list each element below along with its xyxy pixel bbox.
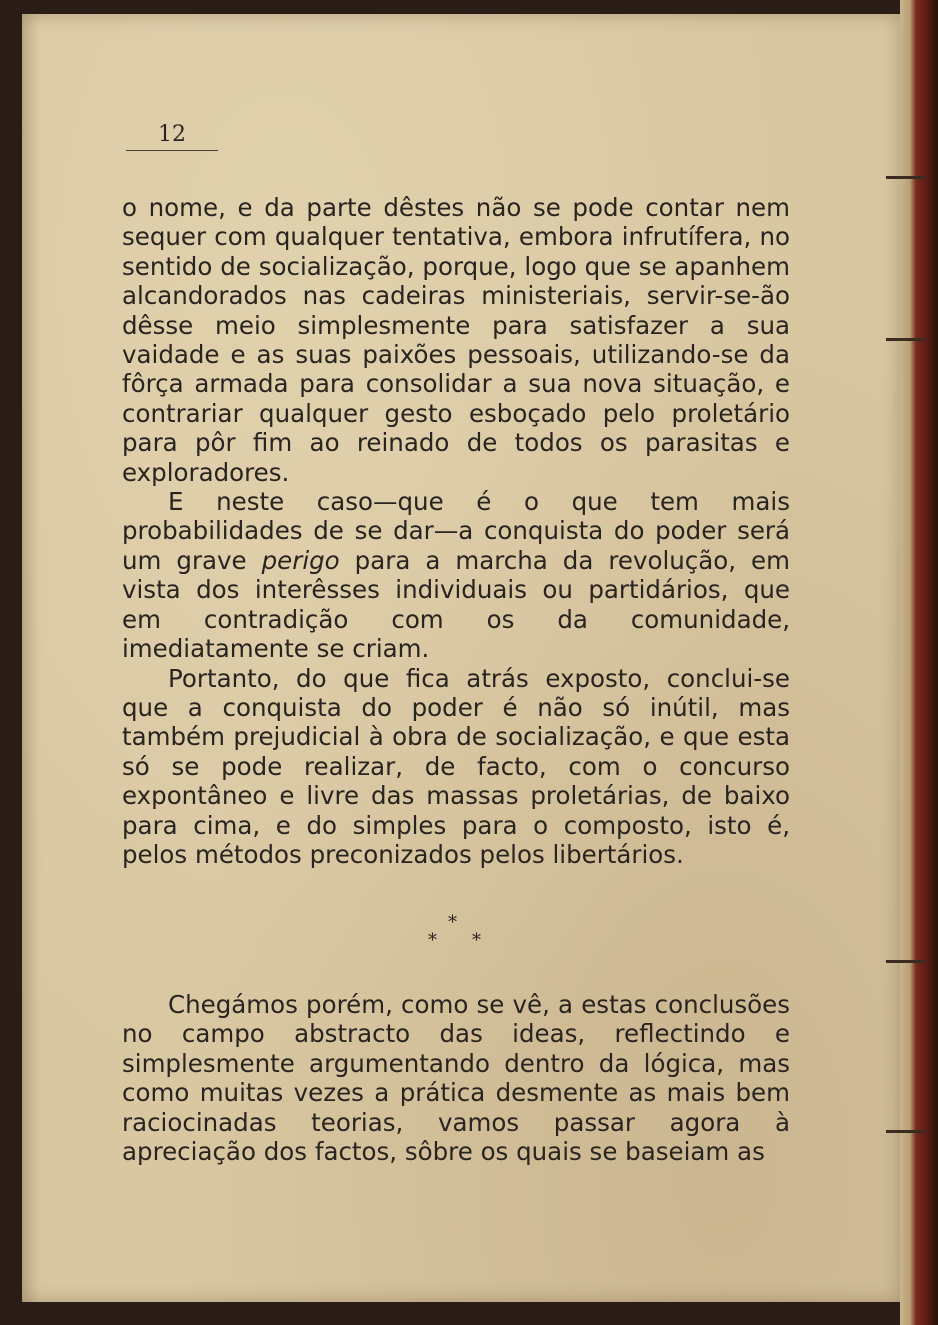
binding-thread [886, 1130, 926, 1133]
binding-thread [886, 960, 926, 963]
paragraph-3: Portanto, do que fica atrás exposto, conclui-se que a conquista do poder é não só inútil, mas também prejudicial à obra de socialização, e que esta só se pode realizar, de facto, com o concurso expontâneo e livre das massas proletárias, de baixo para cima, e do simples para o composto, isto é, pelos métodos preconizados pelos libertários. [122, 663, 790, 869]
paragraph-2-emphasis: perigo [261, 545, 340, 575]
paragraph-1: o nome, e da parte dêstes não se pode contar nem sequer com qualquer tentativa, embora infrutífera, no sentido de socialização, porque, logo que se apanhem alcandorados nas cadeiras ministeriais, servir-se-ão dêsse meio simplesmente para satisfazer a sua vaidade e as suas paixões pessoais, utilizando-se da fôrça armada para consolidar a sua nova situação, e contrariar qualquer gesto esboçado pelo proletário para pôr fim ao reinado de todos os parasitas e exploradores. [122, 193, 790, 487]
asterisk-right: * [472, 930, 481, 951]
book-binding [900, 0, 938, 1325]
paragraph-4: Chegámos porém, como se vê, a estas conclusões no campo abstracto das ideas, reflectindo e simplesmente argumentando dentro da lógica, mas como muitas vezes a prática desmente as mais bem raciocinadas teorias, vamos passar agora à apreciação dos factos, sôbre os quais se baseiam as [122, 990, 790, 1167]
body-text-continued [122, 990, 790, 1166]
paragraph-2-end: para a marcha da revolução, em vista dos interêsses individuais ou partidários, que em contradição com os da comunidade, imediatamente se criam. [122, 545, 790, 664]
paragraph-2 [122, 487, 790, 663]
body-text [122, 193, 790, 869]
page-number: 12 [126, 122, 218, 151]
asterisk-top: * [448, 912, 457, 933]
binding-thread [886, 338, 926, 341]
section-asterism [420, 912, 486, 952]
asterisk-left: * [428, 930, 437, 951]
paragraph-2-start: E neste caso—que é o que tem mais probabilidades de se dar—a conquista do poder será um grave [122, 487, 790, 575]
binding-thread [886, 176, 926, 179]
